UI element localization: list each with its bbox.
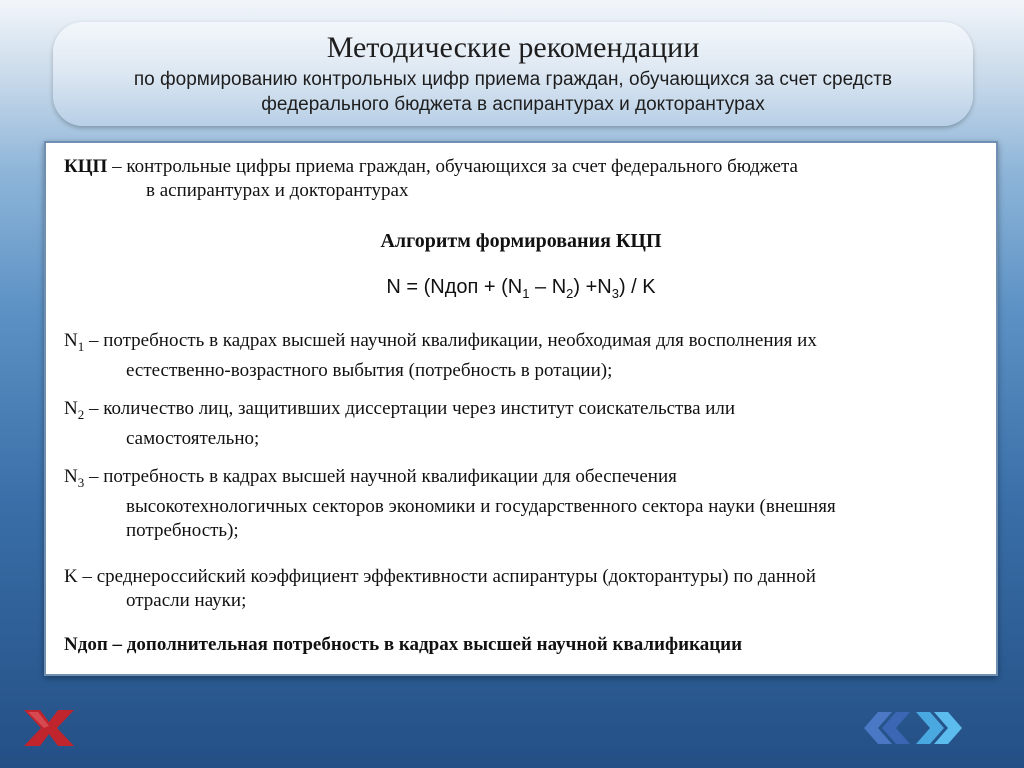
formula-part-3: ) +N xyxy=(573,276,612,298)
n3-line-2: высокотехнологичных секторов экономики и государственного сектора науки (внешняя xyxy=(126,495,836,517)
n3-line-3: потребность); xyxy=(126,519,239,541)
n3-definition xyxy=(64,465,989,543)
n2-definition xyxy=(64,397,989,451)
kcp-definition-line-1: контрольные цифры приема граждан, обучающихся за счет федерального бюджета xyxy=(126,156,798,177)
n1-line-2: естественно-возрастного выбытия (потребность в ротации); xyxy=(126,359,613,381)
subtitle-line-2: федерального бюджета в аспирантурах и докторантурах xyxy=(261,94,765,115)
page-title: Методические рекомендации xyxy=(326,31,700,64)
double-chevron-right-icon[interactable] xyxy=(916,712,962,744)
n2-line-1: – количество лиц, защитивших диссертации через институт соискательства или xyxy=(84,398,736,419)
n3-subscript: 3 xyxy=(77,474,85,490)
page-subtitle xyxy=(53,67,973,117)
n3-symbol: N xyxy=(64,466,78,487)
k-definition xyxy=(64,565,989,613)
kcp-term: КЦП xyxy=(64,156,108,177)
n1-subscript: 1 xyxy=(77,338,85,354)
n2-subscript: 2 xyxy=(77,406,85,422)
algorithm-title: Алгоритм формирования КЦП xyxy=(380,230,662,252)
n1-line-1: – потребность в кадрах высшей научной квалификации, необходимая для восполнения их xyxy=(84,330,817,351)
subtitle-line-1: по формированию контрольных цифр приема граждан, обучающихся за счет средств xyxy=(133,69,893,90)
formula-part-2: – N xyxy=(529,276,567,298)
formula xyxy=(46,275,996,306)
formula-sub-1: 1 xyxy=(522,286,530,301)
formula-sub-3: 3 xyxy=(611,286,619,301)
ndop-definition: Nдоп – дополнительная потребность в кадрах высшей научной квалификации xyxy=(64,634,743,655)
formula-part-4: ) / K xyxy=(618,276,656,298)
navigation-arrows xyxy=(852,708,972,748)
kcp-dash: – xyxy=(107,156,127,177)
red-x-logo-icon xyxy=(22,708,76,748)
kcp-definition xyxy=(64,155,984,203)
k-line-2: отрасли науки; xyxy=(126,590,247,611)
double-chevron-left-icon[interactable] xyxy=(864,712,910,744)
n1-definition xyxy=(64,329,989,383)
k-line-1: K – среднероссийский коэффициент эффективности аспирантуры (докторантуры) по данной xyxy=(64,566,816,587)
title-banner xyxy=(53,22,973,126)
n1-symbol: N xyxy=(64,330,78,351)
n2-symbol: N xyxy=(64,398,78,419)
n2-line-2: самостоятельно; xyxy=(126,427,260,449)
formula-part-1: N = (Nдоп + (N xyxy=(386,276,523,298)
content-panel xyxy=(44,141,998,676)
n3-line-1: – потребность в кадрах высшей научной квалификации для обеспечения xyxy=(84,466,677,487)
formula-sub-2: 2 xyxy=(566,286,574,301)
kcp-definition-line-2: в аспирантурах и докторантурах xyxy=(146,180,409,201)
